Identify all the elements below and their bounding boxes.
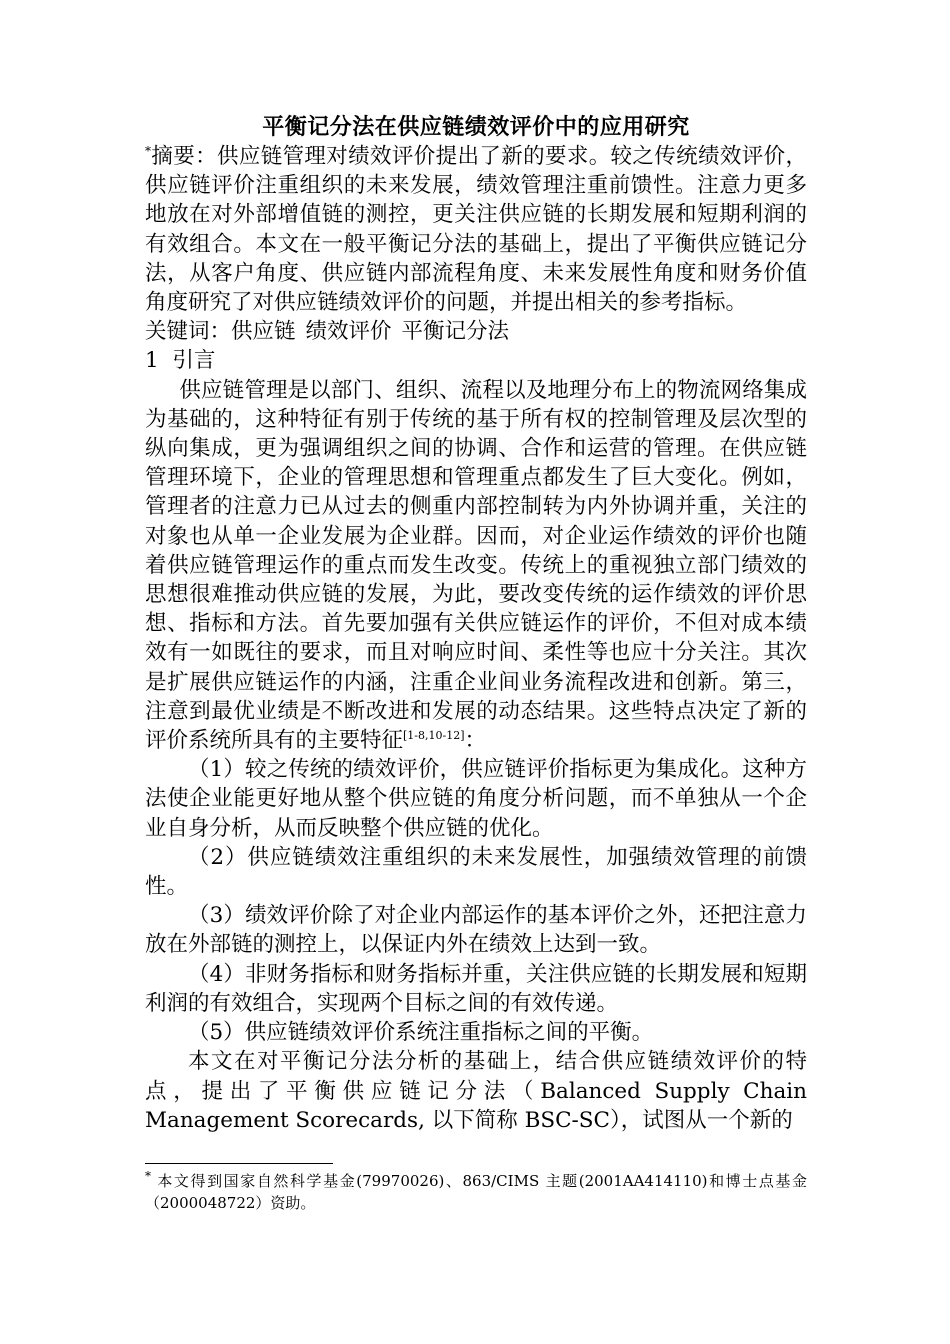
keywords-label: 关键词： (145, 319, 232, 345)
abstract (145, 142, 807, 317)
feature-item: （2）供应链绩效注重组织的未来发展性，加强绩效管理的前馈性。 (145, 844, 807, 900)
intro-end: ： (464, 728, 487, 754)
feature-item: （4）非财务指标和财务指标并重，关注供应链的长期发展和短期利润的有效组合，实现两个目标之间的有效传递。 (145, 961, 807, 1016)
intro-paragraph (145, 376, 807, 756)
closing-paragraph: 本文在对平衡记分法分析的基础上，结合供应链绩效评价的特点，提出了平衡供应链记分法（Balanced Supply Chain Management Scorecards, 以下简称 BSC-SC），试图从一个新的 (145, 1049, 807, 1133)
section-heading: 1 引言 (145, 348, 216, 374)
citation: [1-8,10-12] (403, 728, 465, 742)
footnote-marker: * (145, 1169, 151, 1183)
footnote-text: 本文得到国家自然科学基金(79970026)、863/CIMS 主题(2001AA414110)和博士点基金（2000048722）资助。 (145, 1172, 807, 1212)
keyword-item: 供应链 (231, 319, 296, 345)
abstract-marker: * (145, 143, 151, 158)
feature-item: （1）较之传统的绩效评价，供应链评价指标更为集成化。这种方法使企业能更好地从整个供应链的角度分析问题，而不单独从一个企业自身分析，从而反映整个供应链的优化。 (145, 757, 807, 841)
footnote (145, 1170, 807, 1214)
keyword-item: 绩效评价 (305, 319, 392, 345)
keyword-item: 平衡记分法 (401, 319, 510, 345)
keywords-line (145, 317, 807, 346)
paper-title: 平衡记分法在供应链绩效评价中的应用研究 (262, 114, 690, 140)
intro-text: 供应链管理是以部门、组织、流程以及地理分布上的物流网络集成为基础的，这种特征有别于传统的基于所有权的控制管理及层次型的纵向集成，更为强调组织之间的协调、合作和运营的管理。在供应链管理环境下，企业的管理思想和管理重点都发生了巨大变化。例如，管理者的注意力已从过去的侧重内部控制转为内外协调并重，关注的对象也从单一企业发展为企业群。因而，对企业运作绩效的评价也随着供应链管理运作的重点而发生改变。传统上的重视独立部门绩效的思想很难推动供应链的发展，为此，要改变传统的运作绩效的评价思想、指标和方法。首先要加强有关供应链运作的评价，不但对成本绩效有一如既往的要求，而且对响应时间、柔性等也应十分关注。其次是扩展供应链运作的内涵，注重企业间业务流程改进和创新。第三，注意到最优业绩是不断改进和发展的动态结果。这些特点决定了新的评价系统所具有的主要特征 (145, 377, 807, 754)
feature-item: （3）绩效评价除了对企业内部运作的基本评价之外，还把注意力放在外部链的测控上，以保证内外在绩效上达到一致。 (145, 903, 807, 958)
abstract-text: 摘要：供应链管理对绩效评价提出了新的要求。较之传统绩效评价，供应链评价注重组织的未来发展，绩效管理注重前馈性。注意力更多地放在对外部增值链的测控，更关注供应链的长期发展和短期利润的有效组合。本文在一般平衡记分法的基础上，提出了平衡供应链记分法，从客户角度、供应链内部流程角度、未来发展性角度和财务价值角度研究了对供应链绩效评价的问题，并提出相关的参考指标。 (145, 144, 807, 316)
document-body (145, 112, 807, 1135)
feature-item: （5）供应链绩效评价系统注重指标之间的平衡。 (188, 1020, 654, 1046)
footnote-divider (145, 1163, 333, 1164)
